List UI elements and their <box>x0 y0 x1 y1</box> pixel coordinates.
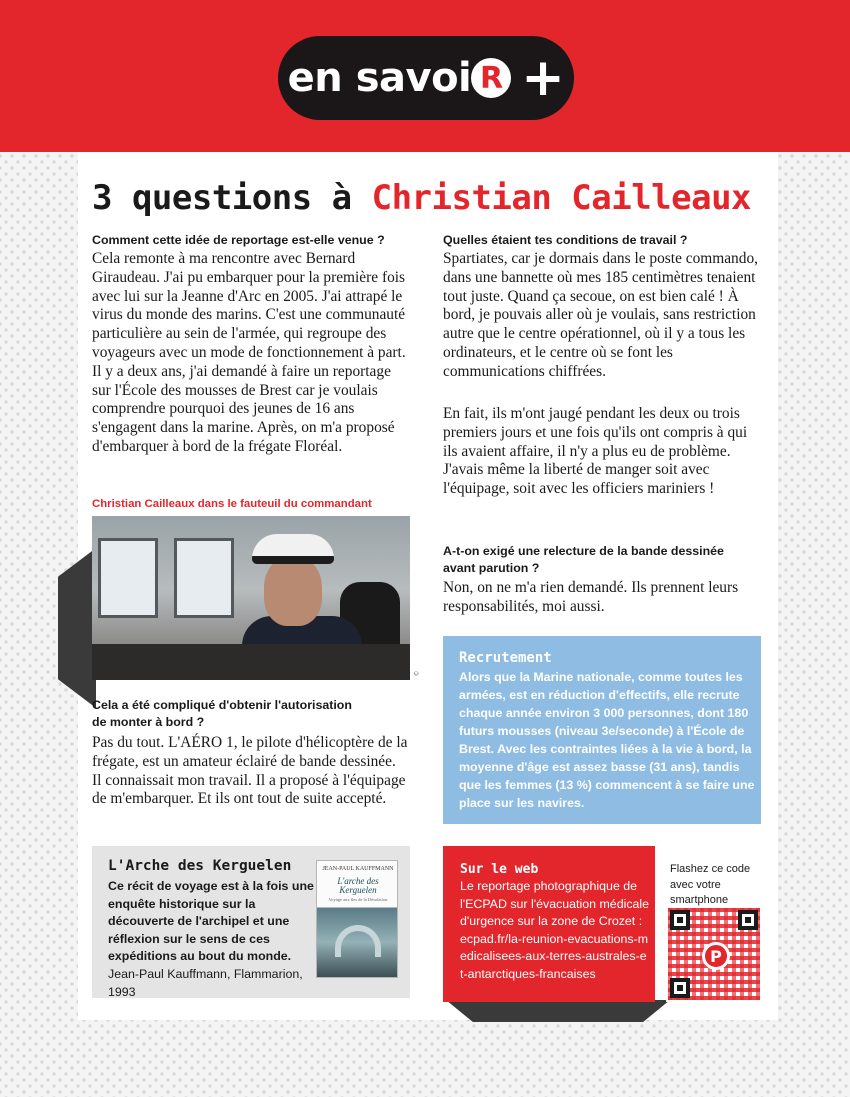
question-4-line-1: A-t-on exigé une relecture de la bande dessinée <box>443 544 724 558</box>
book-cover-image <box>316 860 398 978</box>
qr-finder-icon <box>670 910 690 930</box>
photo-shadow <box>58 548 96 708</box>
answer-3-paragraph-2: En fait, ils m'ont jaugé pendant les deux ou trois premiers jours et une fois qu'ils ont compris à qui ils avaient affaire, il n'y a plus eu de problème. J'avais même la liberté de manger soit avec l'équipage, soit avec les officiers mariniers ! <box>443 405 748 498</box>
answer-4: Non, on ne m'a rien demandé. Ils prennent leurs responsabilités, moi aussi. <box>443 579 739 615</box>
photo-window <box>98 538 158 618</box>
book-cover-subtitle: Voyage aux îles de la Désolation <box>328 897 388 902</box>
title-name: Christian Cailleaux <box>371 178 752 218</box>
logo-r-badge-icon: R <box>471 58 511 98</box>
book-cover-title: L'arche des Kerguelen <box>337 876 379 895</box>
qr-code[interactable] <box>666 906 762 1002</box>
photo-cap <box>252 534 334 564</box>
logo-text: en savoi <box>287 55 472 101</box>
book-title: L'Arche des Kerguelen <box>108 858 292 874</box>
web-text <box>460 878 650 984</box>
question-2-line-2: de monter à bord ? <box>92 715 205 729</box>
web-link[interactable]: ecpad.fr/la-reunion-evacuations-medicalisees-aux-terres-australes-et-antarctiques-francaises <box>460 931 649 981</box>
question-2-line-1: Cela a été compliqué d'obtenir l'autorisation <box>92 698 352 712</box>
recruitment-title: Recrutement <box>459 650 552 666</box>
title-prefix: 3 questions à <box>92 178 352 218</box>
pinterest-icon: P <box>702 942 730 970</box>
recruitment-text: Alors que la Marine nationale, comme toutes les armées, est en réduction d'effectifs, elle recrute chaque année environ 3 000 personnes, dont 180 futurs mousses (niveau 3e/seconde) à l'École de Brest. Avec les contraintes liées à la vie à bord, la moyenne d'âge est assez basse (31 ans), tandis que les femmes (13 %) commencent à se faire une place sur les navires. <box>459 670 755 810</box>
web-box-shadow <box>446 1000 670 1022</box>
question-3: Quelles étaient tes conditions de travail ? <box>443 233 688 247</box>
photo-console <box>92 644 410 680</box>
logo-en-savoir-plus <box>278 36 574 120</box>
answer-3-paragraph-1: Spartiates, car je dormais dans le poste commando, dans une bannette où mes 185 centimètres tenaient tout juste. Quand ça secoue, on est bien calé ! À bord, je pouvais aller où je voulais, sans restriction autre que le centre opérationnel, où il y a tous les ordinateurs, et le centre où se font les communications chiffrées. <box>443 250 758 380</box>
photo-credit: © <box>413 670 421 677</box>
photo-head <box>264 556 322 626</box>
web-description: Le reportage photographique de l'ECPAD sur l'évacuation médicale d'urgence sur la zone de Crozet : <box>460 879 650 929</box>
question-4 <box>443 543 773 577</box>
logo-plus: + <box>521 48 565 108</box>
photo-window <box>174 538 234 618</box>
answer-1: Cela remonte à ma rencontre avec Bernard Giraudeau. J'ai pu embarquer pour la première fois avec lui sur la Jeanne d'Arc en 2005. J'ai attrapé le virus du monde des marins. C'est une communauté particulière au sein de l'armée, qui regroupe des voyageurs avec un mode de fonctionnement à part. Il y a deux ans, j'ai demandé à faire un reportage sur l'École des mousses de Brest car je voulais comprendre pourquoi des jeunes de 16 ans s'engagent dans la marine. Après, on m'a proposé d'embarquer à bord de la frégate Floréal. <box>92 250 406 455</box>
question-4-line-2: avant parution ? <box>443 561 540 575</box>
photo-cailleaux <box>92 516 410 680</box>
web-title: Sur le web <box>460 862 539 877</box>
qr-label: Flashez ce code avec votre smartphone <box>670 863 751 907</box>
question-1: Comment cette idée de reportage est-elle venue ? <box>92 233 385 247</box>
page-title <box>92 178 772 218</box>
book-cover-arch-icon <box>335 925 381 957</box>
book-description: Ce récit de voyage est à la fois une enquête historique sur la découverte de l'archipel et une réflexion sur le sens de ces expéditions au bout du monde. <box>108 879 314 964</box>
question-2 <box>92 697 422 731</box>
photo-caption: Christian Cailleaux dans le fauteuil du commandant <box>92 498 372 510</box>
qr-finder-icon <box>670 978 690 998</box>
answer-2: Pas du tout. L'AÉRO 1, le pilote d'hélicoptère de la frégate, est un amateur éclairé de bande dessinée. Il connaissait mon travail. Il a proposé à l'équipage de m'embarquer. Et ils ont tout de suite accepté. <box>92 734 408 808</box>
book-cover-author: JEAN-PAUL KAUFFMANN <box>322 866 394 872</box>
book-text <box>108 878 318 1001</box>
book-reference: Jean-Paul Kauffmann, Flammarion, 1993 <box>108 966 303 999</box>
qr-finder-icon <box>738 910 758 930</box>
